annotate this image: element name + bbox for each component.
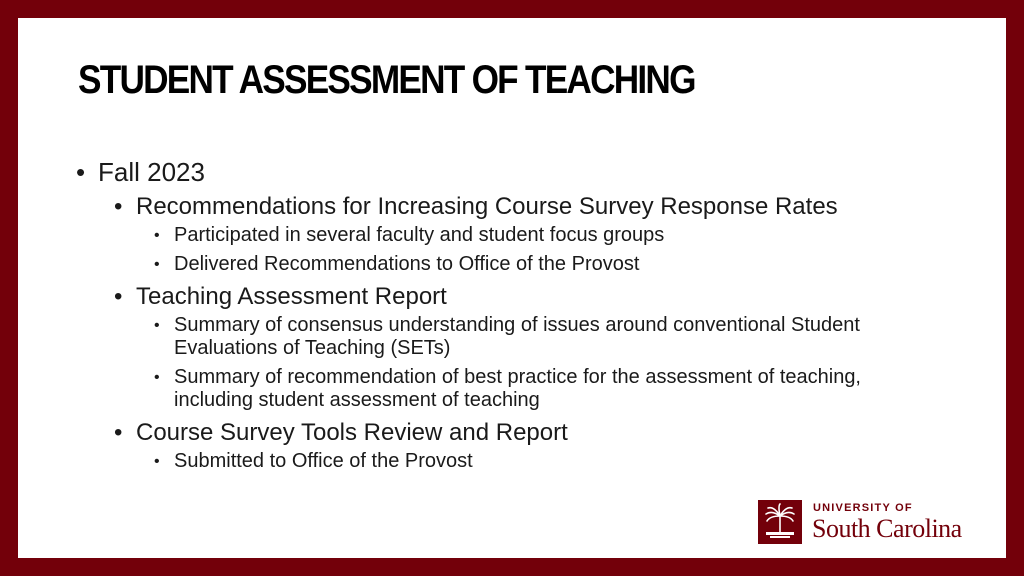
list-item-text: Recommendations for Increasing Course Survey Response Rates (136, 193, 838, 220)
list-item-text: Fall 2023 (98, 157, 205, 187)
logo-text-university-of: UNIVERSITY OF (813, 502, 913, 514)
list-item (76, 224, 934, 247)
list-item-text: Delivered Recommendations to Office of the Provost (174, 253, 640, 275)
list-item (76, 366, 934, 412)
bullet-icon: • (114, 419, 123, 446)
list-item-text: Submitted to Office of the Provost (174, 450, 473, 472)
list-item (76, 450, 934, 473)
bullet-icon: • (154, 256, 160, 273)
list-item (76, 192, 976, 222)
bullet-icon: • (114, 283, 123, 310)
list-item (76, 314, 934, 360)
bullet-icon: • (154, 227, 160, 244)
slide-title: STUDENT ASSESSMENT OF TEACHING (78, 58, 695, 102)
list-item (76, 253, 934, 276)
list-item-text: Summary of recommendation of best practice for the assessment of teaching, including student assessment of teaching (174, 366, 861, 411)
bullet-icon: • (154, 453, 160, 470)
list-item-text: Participated in several faculty and student focus groups (174, 224, 665, 246)
list-item (76, 282, 976, 312)
slide (18, 18, 1006, 558)
list-item-text: Teaching Assessment Report (136, 283, 447, 310)
list-item-text: Summary of consensus understanding of issues around conventional Student Evaluations of Teaching (SETs) (174, 314, 860, 359)
university-logo (758, 500, 988, 544)
list-item (76, 418, 976, 448)
bullet-icon: • (154, 317, 160, 334)
bullet-icon: • (114, 193, 123, 220)
bullet-icon: • (154, 369, 160, 386)
bullet-icon: • (76, 157, 86, 187)
bullet-list (76, 156, 976, 479)
logo-text-south-carolina: South Carolina (812, 514, 962, 543)
list-item (76, 156, 976, 188)
list-item-text: Course Survey Tools Review and Report (136, 419, 568, 446)
palmetto-tree-icon (758, 500, 802, 544)
